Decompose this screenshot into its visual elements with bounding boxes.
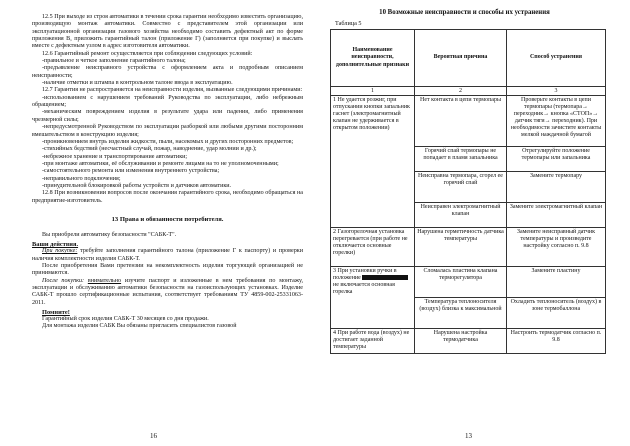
warning-heading: Ваши действия. — [32, 241, 79, 249]
list-item: -наличие отметки и штампа в контрольном талоне ввода в эксплуатацию. — [42, 80, 233, 87]
cause-cell: Неисправен электромагнитный клапан — [415, 203, 507, 228]
bought-text: Вы приобрели автоматику безопасности "САБК-Т". — [42, 231, 177, 238]
cause-cell: Нарушена настройка термодатчика — [415, 329, 507, 354]
fix-cell: Настроить термодатчик согласно п. 9.8 — [507, 329, 606, 354]
table-row — [331, 228, 606, 267]
table-header-row — [331, 30, 606, 87]
column-number: 1 — [331, 87, 415, 96]
fix-cell: Замените пластину — [507, 267, 606, 298]
cause-cell: Нарушена герметичность датчика температуры — [415, 228, 507, 267]
list-item: -стихийных бедствий (несчастный случай, пожар, наводнение, удар молнии и др.); — [42, 146, 257, 153]
list-item: -предъявление неисправного устройства с оформлением акта и подробным описанием неисправности; — [32, 65, 303, 79]
table-row — [331, 329, 606, 354]
paragraph-12-7: 12.7 Гарантия не распространяется на неисправности изделия, вызванные следующими причинами: — [42, 87, 303, 94]
after-paragraph — [32, 278, 303, 307]
cause-cell: Нет контакта в цепи термопары — [415, 96, 507, 147]
list-item: -при монтаже автоматики, её обслуживании и ремонте лицами на то не уполномоченными; — [42, 160, 279, 167]
purchase-text: требуйте заполнения гарантийного талона (приложение Г к паспорту) и проверки наличия комплектности изделия САБК-Т. — [32, 248, 303, 262]
after-emphasis: внимательно — [87, 277, 122, 284]
fix-cell: Охладить теплоноситель (воздух) в зоне термобаллона — [507, 298, 606, 329]
purchase-paragraph — [32, 248, 303, 263]
column-header: Наименование неисправности, дополнительные признаки — [331, 30, 415, 87]
cause-cell: Горячий спай термопары не попадает в пламя запальника — [415, 147, 507, 172]
page-number: 13 — [465, 432, 472, 440]
fault-cell — [331, 267, 415, 329]
cause-cell: Сломалась пластина клапана терморегулятора — [415, 267, 507, 298]
fault-text-end: не включается основная горелка — [333, 282, 395, 296]
cause-cell: Неисправна термопара, сгорел ее горячий спай — [415, 172, 507, 203]
list-item: -использованием с нарушением требований Руководства по эксплуатации, либо небрежным обращением; — [32, 94, 303, 109]
paragraph-12-8: 12.8 При возникновении вопросов после окончания гарантийного срока, необходимо обращаться на предприятие-изготовитель. — [32, 190, 303, 204]
list-item: -самостоятельного ремонта или изменения внутреннего устройства; — [42, 168, 220, 175]
column-number: 3 — [507, 87, 606, 96]
paragraph-12-5: 12.5 При выходе из строя автоматики в течении срока гарантии необходимо известить организацию, производящую монтаж автоматики. Совместно с представителем этой организации или эксплуатационной организации газового хозяйства необходимо составить дефектный акт по форме приложения В, приложить гарантийный талон (приложение Г) (заполняется при покупке) и выслать вместе с дефектным узлом в адрес изготовителя автоматики. — [32, 14, 303, 50]
list-item: -неправильного подключения; — [42, 175, 121, 182]
column-number-row — [331, 87, 606, 96]
redacted-symbol — [362, 275, 408, 280]
fix-cell: Замените термопару — [507, 172, 606, 203]
column-header: Способ устранения — [507, 30, 606, 87]
fault-cell: 2 Газогорелочная установка перегревается (при работе не отключается основные горелки) — [331, 228, 415, 267]
list-item: -правильное и четкое заполнение гарантийного талона; — [42, 58, 186, 65]
fault-cell: 1 Не удается розжиг, при отпускании кнопки запальник гаснет (электромагнитный клапан не удерживается в открытом положении) — [331, 96, 415, 228]
table-row — [331, 96, 606, 147]
list-item: -небрежное хранение и транспортирование автоматики; — [42, 153, 188, 160]
purchase-label: При покупке: — [42, 248, 78, 255]
fix-cell: Проверьте контакты в цепи термопары (термопара→ переходник→ кнопка «СТОП»→ датчик тяги→ переходник). При необходимости зачистите контакты мелкой наждачной бумагой — [507, 96, 606, 147]
paragraph-12-6: 12.6 Гарантийный ремонт осуществляется при соблюдении следующих условий: — [42, 50, 253, 57]
table-label: Таблица 5 — [335, 20, 362, 27]
page-number: 16 — [150, 432, 157, 440]
fix-cell: Замените неисправный датчик температуры и произведите настройку согласно п. 9.8 — [507, 228, 606, 267]
faults-table — [330, 29, 606, 354]
reminder-heading: Помните! — [42, 309, 70, 317]
right-page — [315, 0, 630, 446]
fault-text-start: 3 При установки ручки в положение — [333, 268, 397, 282]
column-header: Вероятная причина — [415, 30, 507, 87]
after-label: После покупки: — [42, 277, 85, 284]
guarantee-text: Гарантийный срок изделия САБК-Т 30 месяцев со дня продажи. — [42, 316, 209, 323]
fault-cell: 4 При работе вода (воздух) не достигает заданной температуры — [331, 329, 415, 354]
fix-cell: Отрегулируйте положение термопары или запальника — [507, 147, 606, 172]
list-item: -проникновением внутрь изделия жидкости, пыли, насекомых и других посторонних предметов; — [42, 138, 294, 145]
column-number: 2 — [415, 87, 507, 96]
install-text: Для монтажа изделия САБК Вы обязаны пригласить специалистов газовой — [42, 323, 237, 330]
section-title: 13 Права и обязанности потребителя. — [111, 215, 224, 223]
table-row — [331, 267, 606, 298]
page-title: 10 Возможные неисправности и способы их устранения — [379, 9, 550, 16]
after-purchase-text: После приобретения Вами претензии на некомплектность изделия торгующей организацией не принимаются. — [32, 262, 303, 277]
cause-cell: Температура теплоносителя (воздух) близка к максимальной — [415, 298, 507, 329]
list-item: -непредусмотренной Руководством по эксплуатации разборкой или любыми другими посторонним вмешательством в конструкцию изделия; — [32, 124, 303, 138]
after-text: изучите паспорт и изложенные в нем требования по монтажу, эксплуатации и обслуживанию автоматики безопасности на газоиспользующих установках. Изделие САБК-Т прошло сертификационные испытания, соответствует требованиям ТУ 4859-002-25331063-2011. — [32, 277, 304, 306]
list-item: -механическим повреждением изделия в результате удара или падения, либо применения чрезмерной силы; — [32, 109, 303, 123]
list-item: -принудительной блокировкой работы устройств и датчиков автоматики. — [42, 182, 232, 189]
fix-cell: Замените электромагнитный клапан — [507, 203, 606, 228]
